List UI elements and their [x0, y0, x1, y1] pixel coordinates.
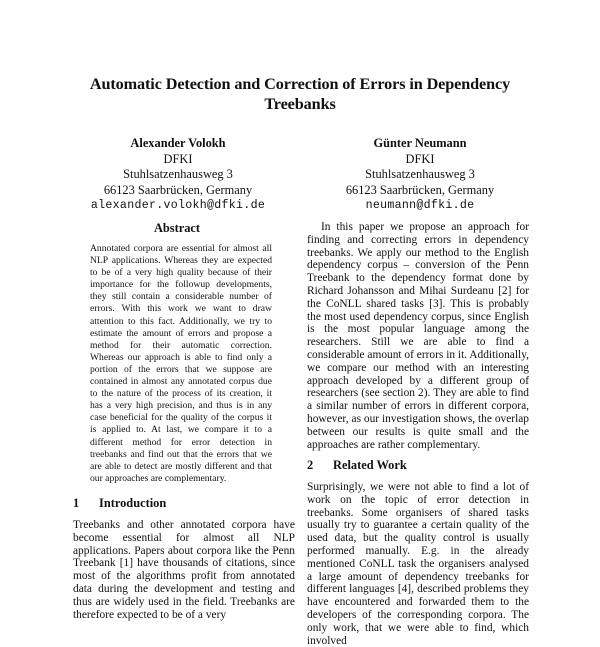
author-affiliation: DFKI: [405, 151, 435, 166]
author-email: alexander.volokh@dfki.de: [90, 199, 266, 213]
paper-title: Automatic Detection and Correction of Errors in Dependency Treebanks: [89, 75, 511, 113]
author-name: Alexander Volokh: [130, 136, 226, 150]
section-number: 2: [307, 458, 314, 472]
author-name: Günter Neumann: [373, 136, 467, 150]
author-city: 66123 Saarbrücken, Germany: [103, 182, 253, 197]
section-title: Related Work: [333, 458, 407, 472]
author-affiliation: DFKI: [163, 151, 193, 166]
section-heading-introduction: [73, 496, 166, 511]
introduction-paragraph-continued: In this paper we propose an approach for finding and correcting errors in dependency treebanks. We apply our method to the English dependency corpus – conversion of the Penn Treebank to the dependency format done by Richard Johansson and Mihai Surdeanu [2] for the CoNLL shared tasks [3]. This is probably the most used dependency corpus, since English is the most popular language among the researchers. Still we are able to find a considerable amount of errors in it. Additionally, we compare our method with an interesting approach developed by a different group of researchers (see section 2). They are able to find a similar number of errors in different corpora, however, as our investigation shows, the overlap between our results is quite small and the approaches are rather complementary.: [307, 221, 529, 451]
author-block: [300, 136, 540, 214]
introduction-paragraph: Treebanks and other annotated corpora have become essential for almost all NLP applications. Papers about corpora like the Penn Treebank [1] have thousands of citations, since most of the algorithms profit from annotated data during the development and testing and thus are widely used in the field. Treebanks are therefore expected to be of a very: [73, 519, 295, 621]
author-email: neumann@dfki.de: [365, 199, 475, 213]
section-heading-related-work: [307, 458, 407, 473]
abstract-heading: Abstract: [153, 221, 201, 235]
author-street: Stuhlsatzenhausweg 3: [365, 167, 475, 182]
section-number: 1: [73, 496, 80, 510]
author-street: Stuhlsatzenhausweg 3: [123, 167, 233, 182]
section-title: Introduction: [99, 496, 167, 510]
author-block: [58, 136, 298, 214]
abstract-text: Annotated corpora are essential for almost all NLP applications. Whereas they are expected to be of a very high quality because of their importance for the followup developments, they still contain a considerable number of errors. With this work we want to draw attention to this fact. Additionally, we try to estimate the amount of errors and propose a method for their automatic correction. Whereas our approach is able to find only a portion of the errors that we suppose are contained in almost any annotated corpus due to the nature of the process of its creation, it has a very high precision, and thus is in any case beneficial for the quality of the corpus it is applied to. At last, we compare it to a different method for error detection in treebanks and find out that the errors that we are able to detect are mostly different and that our approaches are complementary.: [90, 243, 272, 484]
related-work-paragraph: Surprisingly, we were not able to find a lot of work on the topic of error detection in treebanks. Some organisers of shared tasks usually try to guarantee a certain quality of the used data, but the quality control is usually performed manually. E.g. in the already mentioned CoNLL task the organisers analysed a large amount of dependency treebanks for different languages [4], described problems they have encountered and forwarded them to the developers of the corresponding corpora. The only work, that we were able to find, which involved: [307, 481, 529, 647]
author-city: 66123 Saarbrücken, Germany: [345, 182, 495, 197]
